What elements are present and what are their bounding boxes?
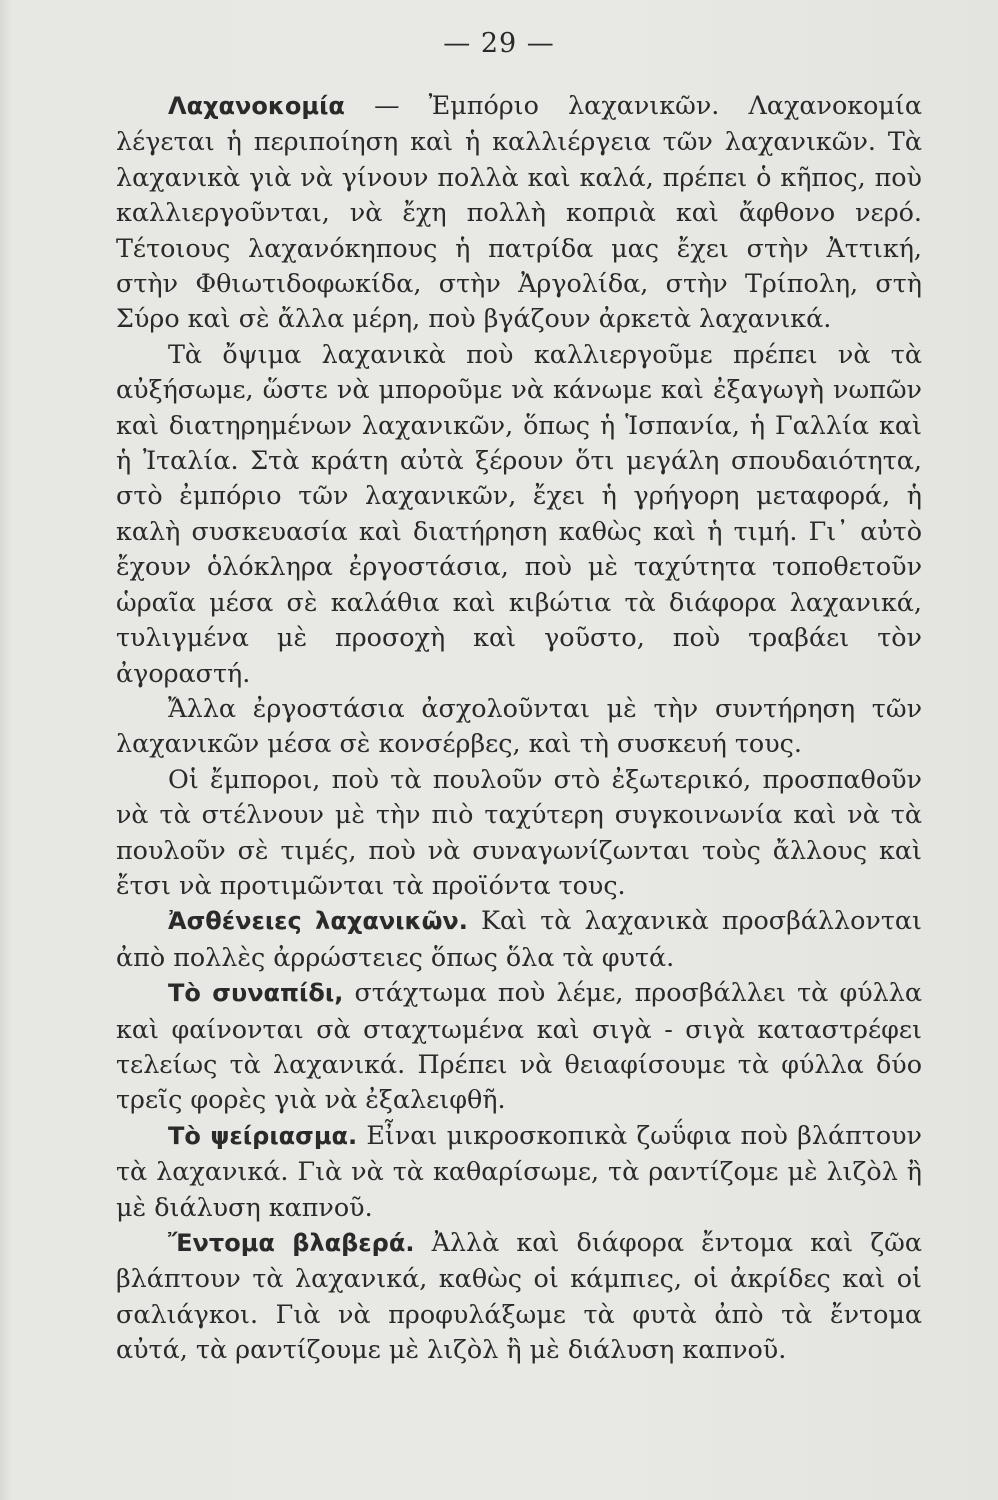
paragraph-text: Ἄλλα ἐργοστάσια ἀσχολοῦνται μὲ τὴν συντήρηση τῶν λαχανικῶν μέσα σὲ κονσέρβες, καὶ τὴ συσκευή τους.	[116, 692, 922, 759]
paragraph-text: Εἶναι μικροσκοπικὰ ζωΰφια ποὺ βλάπτουν τὰ λαχανικά. Γιὰ νὰ τὰ καθαρίσωμε, τὰ ραντίζομε μὲ λιζὸλ ἢ μὲ διάλυση καπνοῦ.	[116, 1119, 922, 1222]
paragraph-text: Οἱ ἔμποροι, ποὺ τὰ πουλοῦν στὸ ἐξωτερικό, προσπαθοῦν νὰ τὰ στέλνουν μὲ τὴν πιὸ ταχύτερη συγκοινωνία καὶ νὰ τὰ πουλοῦν σὲ τιμές, ποὺ νὰ συναγωνίζωνται τοὺς ἄλλους καὶ ἔτσι νὰ προτιμῶνται τὰ προϊόντα τους.	[116, 763, 922, 900]
paragraph-text: Καὶ τὰ λαχανικὰ προσβάλλονται ἀπὸ πολλὲς ἀρρώστειες ὅπως ὅλα τὰ φυτά.	[116, 905, 922, 972]
paragraph	[116, 691, 922, 762]
page-text	[116, 88, 922, 1368]
paragraph-text: στάχτωμα ποὺ λέμε, προσβάλλει τὰ φύλλα καὶ φαίνονται σὰ σταχτωμένα καὶ σιγὰ - σιγὰ καταστρέφει τελείως τὰ λαχανικά. Πρέπει νὰ θειαφίσουμε τὰ φύλλα δύο τρεῖς φορὲς γιὰ νὰ ἐξαλειφθῆ.	[116, 977, 922, 1115]
paragraph-text: Ἀλλὰ καὶ διάφορα ἔντομα καὶ ζῶα βλάπτουν τὰ λαχανικά, καθὼς οἱ κάμπιες, οἱ ἀκρίδες καὶ οἱ σαλιάγκοι. Γιὰ νὰ προφυλάξωμε τὰ φυτὰ ἀπὸ τὰ ἔντομα αὐτά, τὰ ραντίζουμε μὲ λιζὸλ ἢ μὲ διάλυση καπνοῦ.	[116, 1227, 923, 1365]
section-heading: Λαχανοκομία	[168, 92, 345, 120]
paragraph	[116, 975, 922, 1118]
paragraph	[116, 88, 922, 337]
paragraph	[116, 762, 922, 904]
section-heading: Τὸ συναπίδι,	[168, 979, 344, 1008]
paragraph-text: — Ἐμπόριο λαχανικῶν. Λαχανοκομία λέγεται ἡ περιποίηση καὶ ἡ καλλιέργεια τῶν λαχανικῶν. Τὰ λαχανικὰ γιὰ νὰ γίνουν πολλὰ καὶ καλά, πρέπει ὁ κῆπος, ποὺ καλλιεργοῦνται, νὰ ἔχη πολλὴ κοπριὰ καὶ ἄφθονο νερό. Τέτοιους λαχανόκηπους ἡ πατρίδα μας ἔχει στὴν Ἀττική, στὴν Φθιωτιδοφωκίδα, στὴν Ἀργολίδα, στὴν Τρίπολη, στὴ Σύρο καὶ σὲ ἄλλα μέρη, ποὺ βγάζουν ἀρκετὰ λαχανικά.	[116, 90, 922, 334]
page-number: — 29 —	[443, 28, 555, 59]
paragraph	[116, 903, 922, 975]
paragraph	[116, 1118, 922, 1225]
paragraph-text: Τὰ ὄψιμα λαχανικὰ ποὺ καλλιεργοῦμε πρέπει νὰ τὰ αὐξήσωμε, ὥστε νὰ μποροῦμε νὰ κάνωμε καὶ ἐξαγωγὴ νωπῶν καὶ διατηρημένων λαχανικῶν, ὅπως ἡ Ἱσπανία, ἡ Γαλλία καὶ ἡ Ἰταλία. Στὰ κράτη αὐτὰ ξέρουν ὅτι μεγάλη σπουδαιότητα, στὸ ἐμπόριο τῶν λαχανικῶν, ἔχει ἡ γρήγορη μεταφορά, ἡ καλὴ συσκευασία καὶ διατήρηση καθὼς καὶ ἡ τιμή. Γι᾿ αὐτὸ ἔχουν ὁλόκληρα ἐργοστάσια, ποὺ μὲ ταχύτητα τοποθετοῦν ὡραῖα μέσα σὲ καλάθια καὶ κιβώτια τὰ διάφορα λαχανικά, τυλιγμένα μὲ προσοχὴ καὶ γοῦστο, ποὺ τραβάει τὸν ἀγοραστή.	[116, 338, 922, 688]
section-heading: Ἀσθένειες λαχανικῶν.	[168, 907, 468, 936]
paragraph	[116, 1225, 922, 1368]
paragraph	[116, 337, 922, 691]
section-heading: Τὸ ψείριασμα.	[168, 1121, 358, 1150]
section-heading: Ἔντομα βλαβερά.	[168, 1229, 415, 1257]
